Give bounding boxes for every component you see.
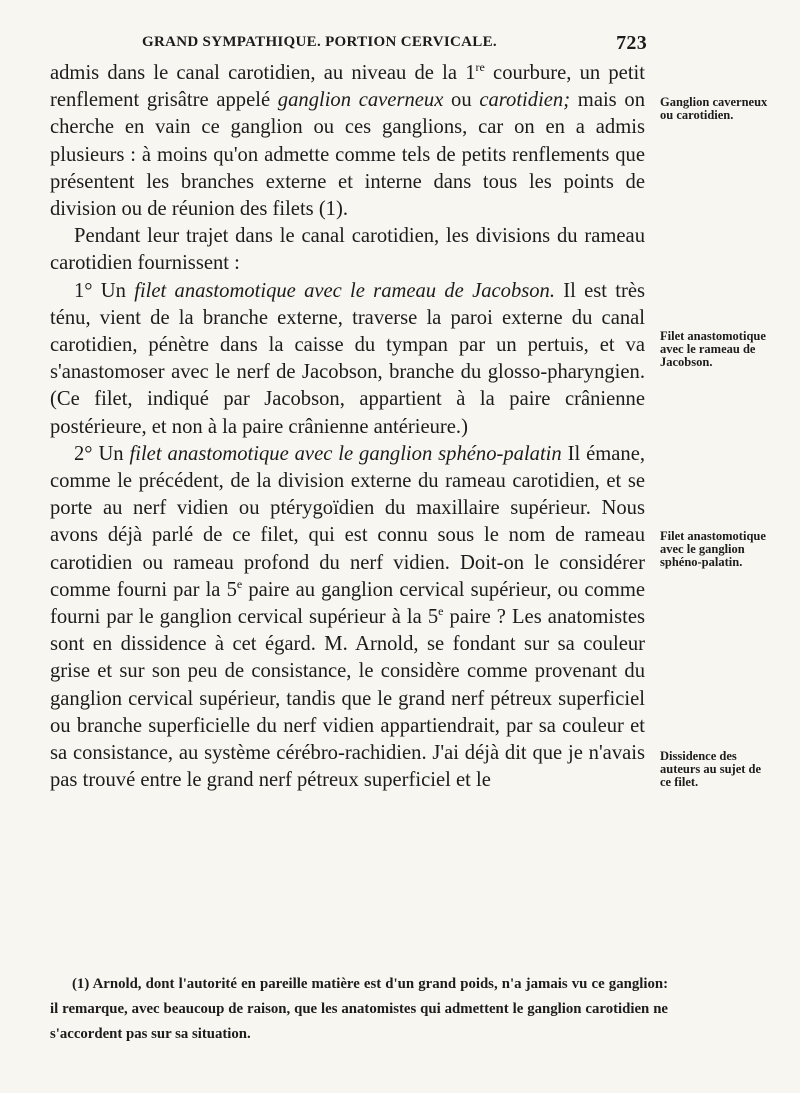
- text-run: Il est très ténu, vient de la branche externe, traverse la paroi externe du canal carotidien, pénètre dans la caisse du tympan par un pertuis, et va s'anastomoser avec le nerf de Jacobson, branche du glosso-pharyngien. (Ce filet, indiqué par Jacobson, appartient à la paire crânienne postérieure, et non à la paire crânienne antérieure.): [50, 279, 645, 438]
- italic-term: carotidien;: [479, 89, 571, 112]
- text-run: Il émane, comme le précédent, de la division externe du rameau carotidien, et se porte au nerf vidien ou ptérygoïdien du maxillaire supérieur. Nous avons déjà parlé de ce filet, qui est connu sous le nom de rameau carotidien ou rameau profond du nerf vidien. Doit-on le considérer comme fourni par la 5: [50, 442, 645, 601]
- margin-note-filet-spheno-palatin: Filet anastomotique avec le ganglion sphéno-palatin.: [660, 529, 766, 569]
- text-run: courbure, un petit renflement grisâtre appelé: [50, 62, 645, 112]
- item-number: 2° Un: [74, 442, 130, 465]
- italic-term: filet anastomotique avec le rameau de Jacobson.: [134, 279, 555, 302]
- margin-note-filet-jacobson: Filet anastomotique avec le rameau de Jacobson.: [660, 329, 766, 369]
- item-number: 1° Un: [74, 279, 135, 302]
- margin-note-ganglion-caverneux: Ganglion caverneux ou carotidien.: [660, 95, 768, 122]
- running-head-title: GRAND SYMPATHIQUE. PORTION CERVICALE.: [142, 34, 497, 50]
- italic-term: ganglion caverneux: [277, 89, 444, 112]
- footnote-text: (1) Arnold, dont l'autorité en pareille matière est d'un grand poids, n'a jamais vu ce ganglion: il remarque, avec beaucoup de raison, que les anatomistes qui admettent le ganglion carotidien ne s'accordent pas sur sa situation.: [50, 976, 668, 1042]
- superscript: re: [475, 60, 485, 75]
- italic-term: filet anastomotique avec le ganglion sphéno-palatin: [129, 442, 562, 465]
- margin-note-dissidence: Dissidence des auteurs au sujet de ce filet.: [660, 749, 762, 789]
- text-run: ou: [443, 89, 480, 112]
- main-text: [50, 60, 645, 794]
- paragraph-3: [50, 278, 645, 441]
- paragraph-2: Pendant leur trajet dans le canal carotidien, les divisions du rameau carotidien fournissent :: [50, 225, 645, 275]
- running-head: [142, 32, 647, 56]
- footnote: [50, 972, 668, 1047]
- text-run: admis dans le canal carotidien, au niveau de la 1: [50, 62, 476, 84]
- text-run: paire au ganglion cervical supérieur, ou comme fourni par le ganglion cervical supérieur à la 5: [50, 578, 645, 629]
- superscript: e: [438, 604, 444, 619]
- show-through-texture: [665, 180, 800, 300]
- text-run: mais on cherche en vain ce ganglion ou ces ganglions, car on en a admis plusieurs : à moins qu'on admette comme tels de petits renflements que présentent les branches externe et interne dans tous les points de division ou de réunion des filets (1).: [50, 89, 645, 221]
- page-number: 723: [616, 32, 647, 54]
- superscript: e: [236, 577, 243, 591]
- paragraph-4: [50, 441, 645, 795]
- paragraph-1: [50, 60, 645, 223]
- text-run: paire ? Les anatomistes sont en dissidence à cet égard. M. Arnold, se fondant sur sa couleur grise et sur son peu de consistance, le considère comme provenant du ganglion cervical supérieur, tandis que le grand nerf pétreux superficiel ou branche superficielle du nerf vidien appartiendrait, par sa couleur et sa consistance, au système cérébro-rachidien. J'ai déjà dit que je n'avais pas trouvé entre le grand nerf pétreux superficiel et le: [50, 606, 645, 792]
